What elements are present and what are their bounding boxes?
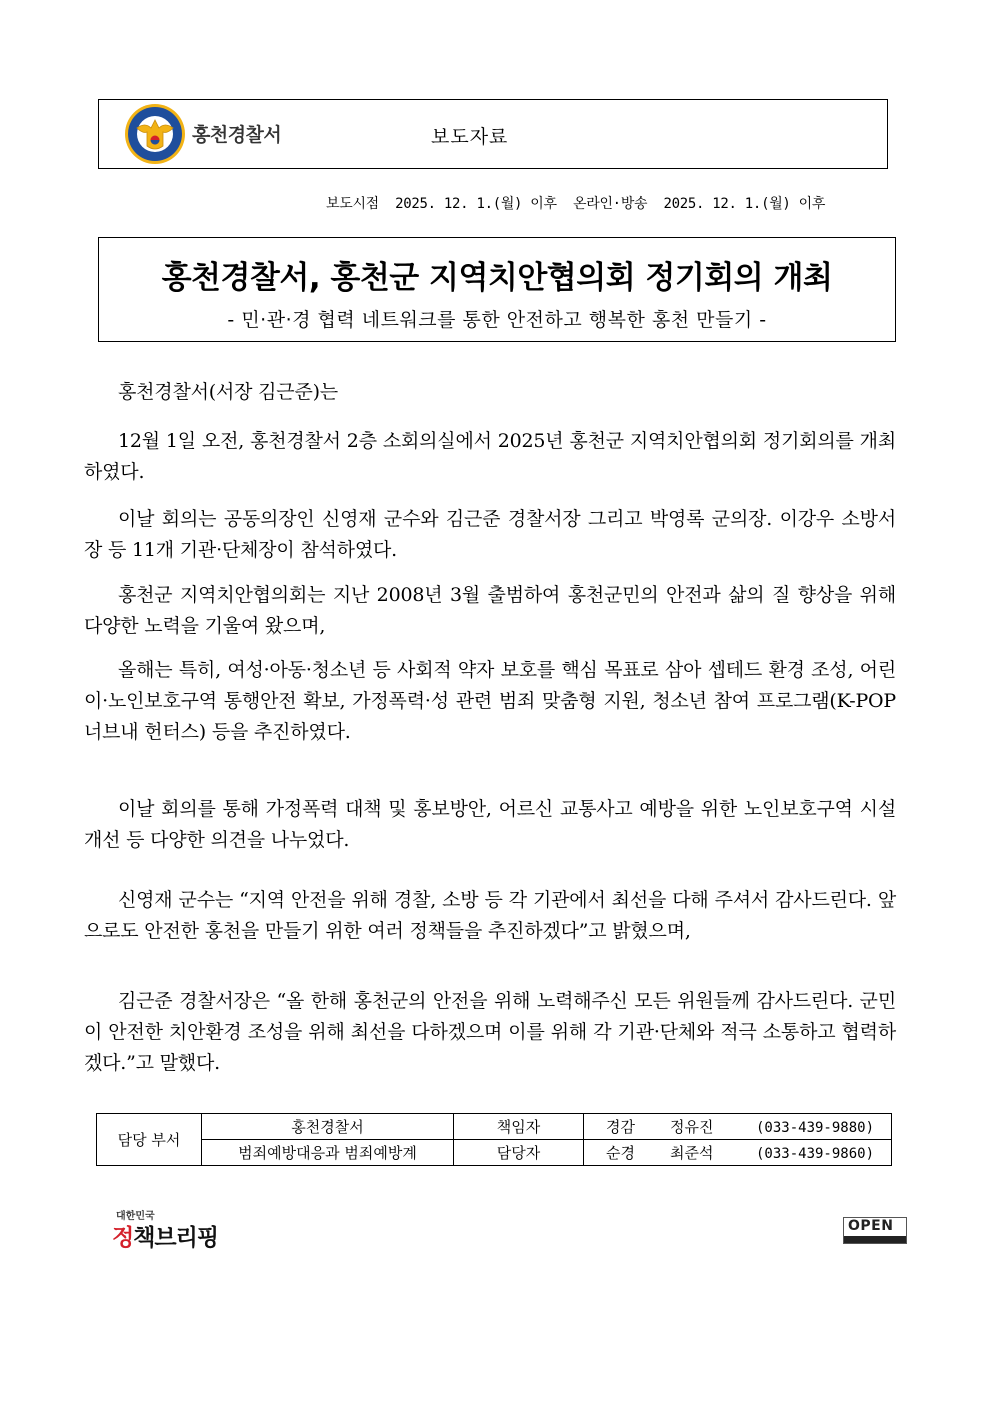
body-paragraph: 홍천군 지역치안협의회는 지난 2008년 3월 출범하여 홍천군민의 안전과 삶의 질 향상을 위해 다양한 노력을 기울여 왔으며, (84, 584, 896, 637)
open-license-bar (844, 1236, 906, 1243)
headline: 홍천경찰서, 홍천군 지역치안협의회 정기회의 개최 (161, 260, 833, 296)
body-paragraph: 올해는 특히, 여성·아동·청소년 등 사회적 약자 보호를 핵심 목표로 삼아 셉테드 환경 조성, 어린이·노인보호구역 통행안전 확보, 가정폭력·성 관련 범죄 맞춤형 지원, 청소년 참여 프로그램(K-POP 너브내 헌터스) 등을 추진하였다. (84, 659, 896, 743)
briefing-logo-small-text: 대한민국 (116, 1211, 155, 1222)
korean-police-emblem-icon (123, 102, 187, 166)
dept-label: 담당 부서 (97, 1114, 202, 1166)
body-paragraph: 이날 회의는 공동의장인 신영재 군수와 김근준 경찰서장 그리고 박영록 군의장. 이강우 소방서장 등 11개 기관·단체장이 참석하였다. (84, 508, 896, 561)
table-row (97, 1114, 892, 1140)
dept-name: 홍천경찰서 (202, 1114, 454, 1140)
contact-role: 책임자 (454, 1114, 584, 1140)
contact-rank: 순경 (606, 1144, 635, 1162)
headline-box (98, 237, 896, 342)
table-row (97, 1140, 892, 1166)
contact-name: 정유진 (670, 1118, 714, 1136)
contact-rank: 경감 (606, 1118, 635, 1136)
body-paragraph: 홍천경찰서(서장 김근준)는 (118, 381, 338, 403)
briefing-logo-text: 정책브리핑 (112, 1225, 219, 1251)
body-paragraph: 신영재 군수는 “지역 안전을 위해 경찰, 소방 등 각 기관에서 최선을 다해 주셔서 감사드린다. 앞으로도 안전한 홍천을 만들기 위한 여러 정책들을 추진하겠다”고 밝혔으며, (84, 889, 896, 942)
body-paragraph: 이날 회의를 통해 가정폭력 대책 및 홍보방안, 어르신 교통사고 예방을 위한 노인보호구역 시설개선 등 다양한 의견을 나누었다. (84, 798, 896, 851)
dept-division: 범죄예방대응과 범죄예방계 (202, 1140, 454, 1166)
contact-person (584, 1140, 892, 1166)
body-paragraph: 김근준 경찰서장은 “올 한해 홍천군의 안전을 위해 노력해주신 모든 위원들께 감사드린다. 군민이 안전한 치안환경 조성을 위해 최선을 다하겠으며 이를 위해 각 기관·단체와 적극 소통하고 협력하겠다.”고 말했다. (84, 990, 896, 1074)
contact-phone: (033-439-9880) (756, 1120, 875, 1136)
subheadline: - 민·관·경 협력 네트워크를 통한 안전하고 행복한 홍천 만들기 - (227, 309, 767, 331)
open-license-icon (843, 1217, 907, 1244)
contact-role: 담당자 (454, 1140, 584, 1166)
open-label: OPEN (848, 1218, 894, 1234)
contact-table (96, 1113, 892, 1166)
policy-briefing-logo (112, 1207, 242, 1251)
body-paragraph: 12월 1일 오전, 홍천경찰서 2층 소회의실에서 2025년 홍천군 지역치안협의회 정기회의를 개최하였다. (84, 430, 896, 483)
contact-name: 최준석 (670, 1144, 714, 1162)
document-type: 보도자료 (431, 126, 509, 148)
contact-person (584, 1114, 892, 1140)
org-name: 홍천경찰서 (192, 124, 282, 146)
embargo-notice: 보도시점 2025. 12. 1.(월) 이후 온라인·방송 2025. 12. 1.(월) 이후 (326, 196, 826, 212)
contact-phone: (033-439-9860) (756, 1146, 875, 1162)
press-release-header (98, 99, 888, 169)
